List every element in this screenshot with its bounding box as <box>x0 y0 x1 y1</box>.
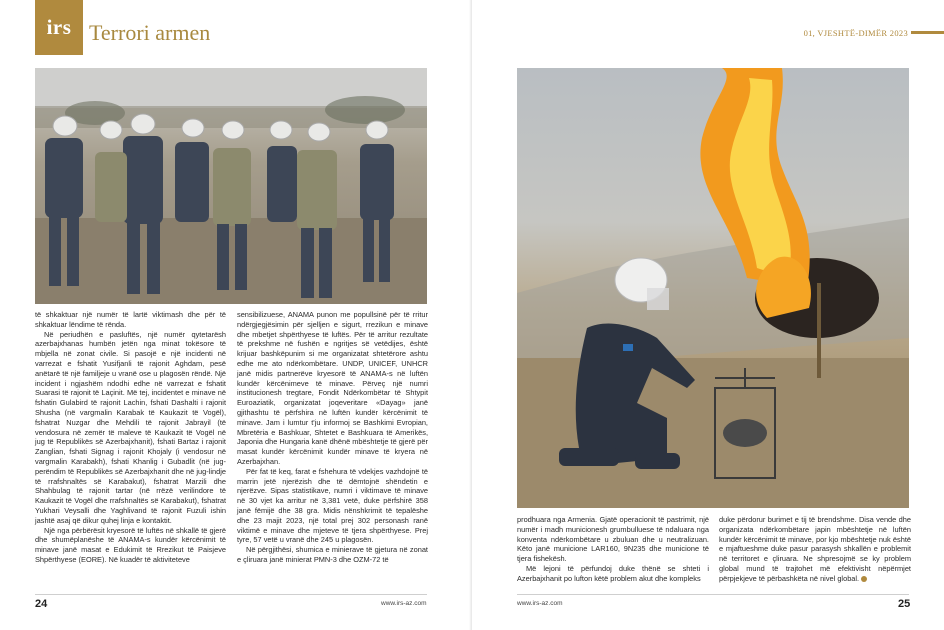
right-page <box>472 0 944 630</box>
deminers-illustration <box>35 68 427 304</box>
text-column-3 <box>517 515 709 584</box>
paragraph: Në periudhën e pasluftës, një numër qytetarësh azerbajxhanas humbën jetën nga minat tokësore të mbjella në zonat civile. Si pasojë e një incidenti në varrezat e fshatit Yusifjanli të rajonit Aghdam, pesë anëtarë të një familjeje u vranë ose u plagosën rëndë. Një incident i ngjashëm ndodhi edhe në varrezat e fshatit Suarasi të rajonit të Laçinit. Më tej, incidentet e minave në fshatin Gulabird të rajonit Lachin, fshati Dashalti i rajonit Shusha (në vargmalin Karabak të Kaukazit të Vogël), fshatrat Nuzgar dhe Mehdili të rajonit Jabrayil (të vendosura në zemër të maleve të Kaukazit të Vogël në jug të Republikës së Azerbajxhanit), fshati Bartaz i rajonit Zanglian, fshati Signag i rajonit Khojaly (i vendosur në vargmalin Karabakh), fshati Khanlig i Gubadlit (në jug-perëndim të Republikës së Azerbajxhanit dhe në jug-lindje të rrafshnaltës së Karabakut), fshatrat Marzili dhe Shahbulag të rajonit tartar (në rrëzë verilindore të Kaukazit të Vogël dhe rrafshnaltës së Karabakut), fshatrat Yukhari Veysalli dhe Yaghlivand të rajonit Fuzuli ishin jashtë asaj që dikur quhej linja e kontaktit. <box>35 329 226 525</box>
detonation-illustration <box>517 68 909 508</box>
paragraph: prodhuara nga Armenia. Gjatë operacionit të pastrimit, një numër i madh municionesh grumbulluese të ndaluara nga konventa ndërkombëtare u zbuluan dhe u neutralizuan. Këto janë municione LAR160, 9N235 dhe municione të tjera fishekësh. <box>517 515 709 564</box>
deminers-photo <box>35 68 427 304</box>
issue-label: 01, VJESHTË-DIMËR 2023 <box>803 28 908 38</box>
website-link[interactable]: www.irs-az.com <box>381 600 427 607</box>
footer-divider <box>35 594 427 595</box>
paragraph: Për fat të keq, farat e fshehura të vdekjes vazhdojnë të marrin jetë njerëzish dhe të dëmtojnë shëndetin e njerëzve. Sipas statistikave, numri i viktimave të minave në 30 vjet ka arritur në 3,381 vetë, duke përfshirë 358 janë fëmijë dhe 38 gra. Midis nënshkrimit të tepalëshe dhe 23 majit 2023, një total prej 302 personash ranë viktimë e minave dhe mjeteve të tjera shpërthyese. Prej tyre, 57 vetë u vranë dhe 245 u plagosën. <box>237 466 428 545</box>
paragraph: duke përdorur burimet e tij të brendshme. Disa vende dhe organizata ndërkombëtare japin mbështetje në luftën kundër kërcënimit të minave, por kjo mbështetje nuk është e mjaftueshme duke pasur parasysh shkallën e problemit në territoret e çliruara. Ne shpresojmë se ky problem global mund të trajtohet më efektivisht nëpërmjet përpjekjeve të përbashkëta në nivel global. <box>719 515 911 583</box>
text-column-1 <box>35 310 226 565</box>
page-number: 24 <box>35 598 48 610</box>
text-column-2 <box>237 310 428 565</box>
paragraph: Në përgjithësi, shumica e minierave të gjetura në zonat e çliruara janë minierat PMN-3 dhe OZM-72 të <box>237 545 428 564</box>
footer-divider <box>517 594 909 595</box>
section-title: Terrori armen <box>89 20 211 45</box>
website-link[interactable]: www.irs-az.com <box>517 600 563 607</box>
text-column-4 <box>719 515 911 584</box>
paragraph: sensibilizuese, ANAMA punon me popullsinë për të rritur ndërgjegjësimin për sjelljen e sigurt, rrezikun e minave dhe mbetjet shpërthyese të luftës. Për të arritur rezultate të prekshme në fushën e ngritjes së vetëdijes, është krijuar bashkëpunim si me organizatat shtetërore ashtu edhe me ato ndërkombëtare. UNDP, UNICEF, UNHCR janë midis partnerëve kryesorë të ANAMA-s në luftën kundër kërcënimeve të minave. Përveç një numri institucionesh tregtare, Fondit Ndërkombëtar të Shtypit Euroaziatik, organizatat joqeveritare «Dayag» janë gjithashtu të përfshira në luftën kundër kërcënimit të minave. Jam i lumtur t'ju informoj se Bashkimi Evropian, Mbretëria e Bashkuar, Shtetet e Bashkuara të Amerikës, Japonia dhe Hungaria kanë dhënë mbështetje të gjerë për masat kundër kërcënimit kundër minave të kryera në Azerbajxhan. <box>237 310 428 466</box>
page-number: 25 <box>898 598 911 610</box>
paragraph: të shkaktuar një numër të lartë viktimash dhe për të shkaktuar lëndime të rënda. <box>35 310 226 329</box>
issue-bar <box>911 31 944 34</box>
mine-detonation-photo <box>517 68 909 508</box>
end-of-article-icon <box>861 576 867 582</box>
paragraph: Një nga përbërësit kryesorë të luftës në shkallë të gjerë dhe shumëplanëshe të ANAMA-s kundër kërcënimit të minave janë masat e Edukimit të Rrezikut të Paisjeve Shpërthyese (EORE). Në kuadër të aktiviteteve <box>35 525 226 564</box>
irs-logo: irs <box>35 0 83 55</box>
paragraph: Më lejoni të përfundoj duke thënë se shteti i Azerbajxhanit po lufton këtë problem akut dhe kompleks <box>517 563 709 583</box>
